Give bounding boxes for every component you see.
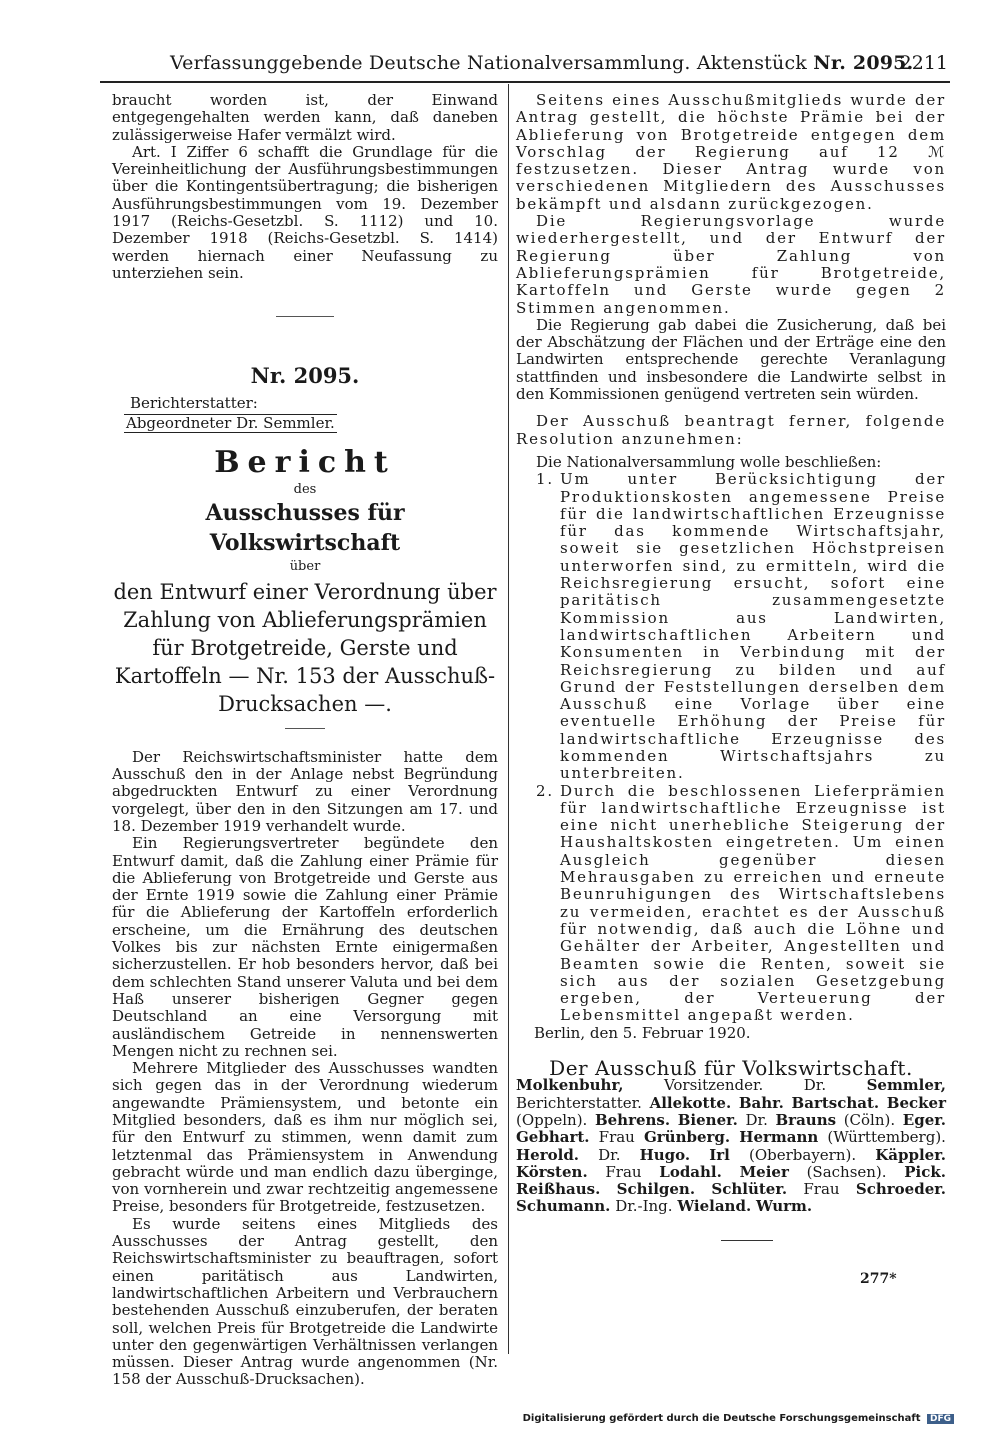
- member-name: Gebhart.: [516, 1128, 590, 1147]
- member-name: Biener.: [677, 1110, 738, 1129]
- list-item: [536, 783, 946, 1025]
- resolution-list: [536, 471, 946, 1025]
- member-name: Brauns: [775, 1110, 837, 1129]
- list-item: [536, 471, 946, 782]
- separator: [721, 1240, 773, 1241]
- reporter-name: Abgeordneter Dr. Semmler.: [126, 413, 335, 432]
- member-name: Becker: [886, 1093, 946, 1112]
- paragraph: Die Regierungsvorlage wurde wiederhergestellt, und der Entwurf der Regierung über Zahlung von Ablieferungsprämien für Brotgetreide, Kartoffeln und Gerste wurde gegen 2 Stimmen angenommen.: [516, 212, 946, 317]
- separator: [276, 316, 334, 317]
- member-name: Irl: [709, 1145, 730, 1164]
- paragraph: Ein Regierungsvertreter begündete den Entwurf damit, daß die Zahlung einer Prämie für die Ablieferung von Brotgetreide und Gerste aus der Ernte 1919 sowie die Zahlung einer Prämie für die Ablieferung der Kartoffeln erforderlich erscheine, um die Ernährung des deutschen Volkes bis zur nächsten Ernte einigermaßen sicherzustellen. Er hob besonders hervor, daß bei dem schlechten Stand unserer Valuta und bei dem Haß unserer bisherigen Gegner gegen Deutschland an eine Versorgung mit ausländischem Getreide in nennenswerten Mengen nicht zu rechnen sei.: [112, 834, 498, 1060]
- report-subject: den Entwurf einer Verordnung über Zahlung von Ablieferungsprämien für Brotgetreide, Gerste und Kartoffeln — Nr. 153 der Ausschuß-Drucksachen —.: [113, 579, 497, 716]
- paragraph: Art. I Ziffer 6 schafft die Grundlage für die Vereinheitlichung der Ausführungsbestimmungen über die Kontingentsübertragung; die bisherigen Ausführungsbestimmungen vom 19. Dezember 1917 (Reichs-Gesetzbl. S. 1112) und 10. Dezember 1918 (Reichs-Gesetzbl. S. 1414) werden hiernach einer Neufassung zu unterziehen sein.: [112, 142, 498, 282]
- report-title: Bericht: [214, 445, 396, 481]
- resolution-intro: Die Nationalversammlung wolle beschließen:: [536, 452, 882, 471]
- header-title: Verfassunggebende Deutsche Nationalversammlung. Aktenstück: [170, 52, 807, 74]
- date-line: Berlin, den 5. Februar 1920.: [534, 1023, 751, 1042]
- sheet-mark: 277*: [860, 1270, 897, 1287]
- list-number: 2.: [536, 781, 554, 800]
- header-rule: [100, 81, 950, 83]
- list-text: Um unter Berücksichtigung der Produktionskosten angemessene Preise für die landwirtschaftlichen Erzeugnisse für das kommende Wirtschaftsjahr, soweit sie gesetzlichen Höchstpreisen unterworfen sind, zu ermitteln, wird die Reichsregierung ersucht, sofort eine paritätisch zusammengesetzte Kommission aus Landwirten, landwirtschaftlichen Arbeitern und Konsumenten in Verbindung mit der Reichsregierung zu bilden und auf Grund der Feststellungen derselben dem Ausschuß eine Vorlage über eine eventuelle Erhöhung der Preise für landwirtschaftliche Erzeugnisse des kommenden Wirtschaftsjahrs zu unterbreiten.: [560, 470, 946, 783]
- member-name: Wieland.: [677, 1197, 752, 1216]
- member-name: Schroeder.: [855, 1180, 946, 1199]
- title-ueber: über: [289, 559, 321, 575]
- member-name: Hermann: [739, 1128, 819, 1147]
- member-name: Bahr.: [738, 1093, 784, 1112]
- member-name: Schumann.: [516, 1197, 611, 1216]
- member-name: Käppler.: [875, 1145, 946, 1164]
- member-name: Meier: [739, 1162, 789, 1181]
- member-list: Molkenbuhr, Vorsitzender. Dr. Semmler, Berichterstatter. Allekotte. Bahr. Bartschat. Becker (Oppeln). Behrens. Biener. Dr. Brauns (Cöln). Eger. Gebhart. Frau Grünberg. Hermann (Württemberg). Herold. Dr. Hugo. Irl (Oberbayern). Käppler. Körsten. Frau Lodahl. Meier (Sachsen). Pick. Reißhaus. Schilgen. Schlüter. Frau Schroeder. Schumann. Dr.-Ing. Wieland. Wurm.: [516, 1076, 946, 1216]
- member-name: Lodahl.: [659, 1162, 722, 1181]
- title-des: des: [293, 482, 317, 498]
- member-name: Reißhaus.: [516, 1180, 601, 1199]
- committee-signature: Der Ausschuß für Volkswirtschaft.: [549, 1056, 913, 1081]
- paragraph: Es wurde seitens eines Mitglieds des Ausschusses der Antrag gestellt, den Reichswirtschaftsminister zu beauftragen, sofort einen paritätisch aus Landwirten, landwirtschaftlichen Arbeitern und Verbrauchern bestehenden Ausschuß einzuberufen, der beraten soll, welchen Preis für Brotgetreide die Landwirte unter den gegenwärtigen Verhältnissen verlangen müssen. Dieser Antrag wurde angenommen (Nr. 158 der Ausschuß-Drucksachen).: [112, 1214, 498, 1389]
- member-name: Pick.: [904, 1162, 946, 1181]
- member-name: Herold.: [516, 1145, 580, 1164]
- member-name: Semmler,: [866, 1076, 946, 1095]
- member-name: Hugo.: [639, 1145, 691, 1164]
- committee-title: Ausschusses für Volkswirtschaft: [205, 500, 405, 557]
- left-column: [112, 92, 498, 1389]
- dfg-logo: DFG: [927, 1414, 954, 1424]
- page-number: 2211: [899, 52, 948, 74]
- member-name: Körsten.: [516, 1162, 588, 1181]
- digitization-credit: [523, 1413, 954, 1424]
- member-name: Grünberg.: [643, 1128, 731, 1147]
- member-name: Eger.: [902, 1110, 946, 1129]
- member-name: Schilgen.: [616, 1180, 696, 1199]
- list-text: Durch die beschlossenen Lieferprämien für landwirtschaftliche Erzeugnisse ist eine nicht unerhebliche Steigerung der Haushaltskosten eingetreten. Um einen Ausgleich gegenüber diesen Mehrausgaben zu erreichen und erneute Beunruhigungen des Wirtschaftslebens zu vermeiden, erachtet es der Ausschuß für notwendig, daß auch die Löhne und Gehälter der Arbeiter, Angestellten und Beamten sowie die Renten, soweit sie sich aus der sozialen Gesetzgebung ergeben, der Verteuerung der Lebensmittel angepaßt werden.: [560, 781, 946, 1025]
- member-name: Schlüter.: [711, 1180, 788, 1199]
- paragraph: braucht worden ist, der Einwand entgegengehalten werden kann, daß daneben zulässigerweise Hafer vermälzt wird.: [112, 91, 498, 144]
- right-column: [516, 92, 946, 1288]
- member-name: Behrens.: [594, 1110, 671, 1129]
- member-name: Allekotte.: [649, 1093, 732, 1112]
- header-document-number: Nr. 2095.: [813, 52, 914, 74]
- member-name: Molkenbuhr,: [516, 1076, 624, 1095]
- reporter-label: Berichterstatter:: [130, 393, 258, 412]
- paragraph: Seitens eines Ausschußmitglieds wurde der Antrag gestellt, die höchste Prämie bei der Ablieferung von Brotgetreide entgegen dem Vorschlag der Regierung auf 12 ℳ festzusetzen. Dieser Antrag wurde von verschiedenen Mitgliedern des Ausschusses bekämpft und alsdann zurückgezogen.: [516, 91, 946, 213]
- member-name: Bartschat.: [791, 1093, 880, 1112]
- document-number-heading: Nr. 2095.: [250, 363, 360, 389]
- reporter: [126, 413, 498, 433]
- credit-text: Digitalisierung gefördert durch die Deutsche Forschungsgemeinschaft: [522, 1413, 921, 1424]
- column-divider: [508, 84, 509, 1354]
- separator: [285, 728, 325, 729]
- paragraph: Der Ausschuß beantragt ferner, folgende Resolution anzunehmen:: [516, 412, 946, 448]
- paragraph: Mehrere Mitglieder des Ausschusses wandten sich gegen das in der Verordnung wiederum angewandte Prämiensystem, und betonte ein Mitglied besonders, daß es ihm nur möglich sei, für den Entwurf zu stimmen, wenn damit zum letztenmal das Prämiensystem in Anwendung gebracht würde und man endlich dazu überginge, von vornherein und zwar rechtzeitig angemessene Preise, besonders für Brotgetreide, festzusetzen.: [112, 1059, 498, 1216]
- list-number: 1.: [536, 470, 554, 489]
- running-header: [170, 52, 913, 74]
- paragraph: Die Regierung gab dabei die Zusicherung, daß bei der Abschätzung der Flächen und der Erträge eine den Landwirten entsprechende gerechte Veranlagung stattfinden und insbesondere die Landwirte selbst in den Kommissionen genügend vertreten sein würden.: [516, 315, 946, 404]
- member-name: Wurm.: [755, 1197, 813, 1216]
- paragraph: Der Reichswirtschaftsminister hatte dem Ausschuß den in der Anlage nebst Begründung abgedruckten Entwurf zu einer Verordnung vorgelegt, über den in den Sitzungen am 17. und 18. Dezember 1919 verhandelt wurde.: [112, 747, 498, 835]
